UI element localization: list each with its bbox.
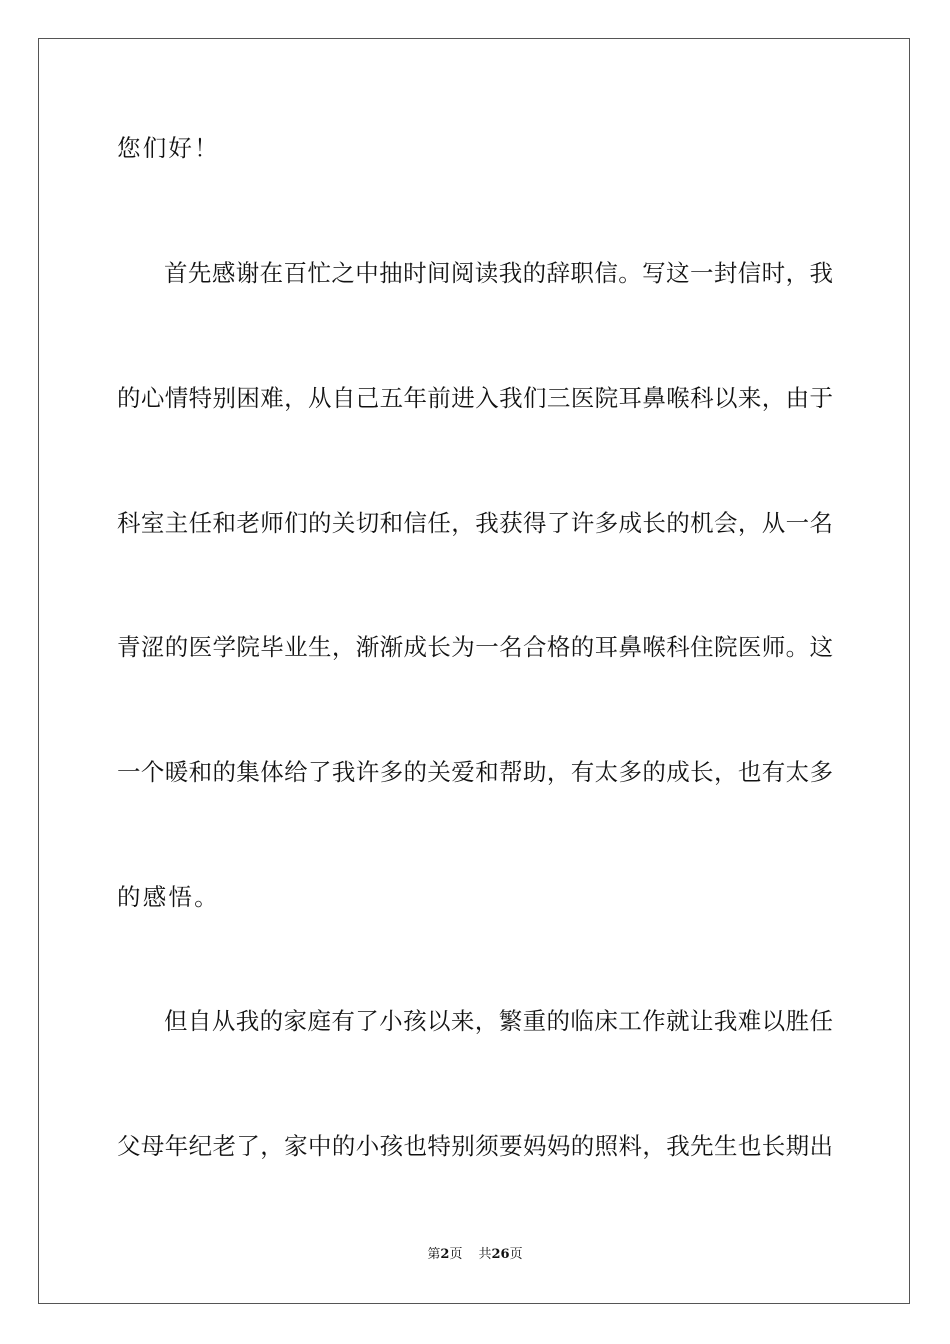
body-line: 首先感谢在百忙之中抽时间阅读我的辞职信。写这一封信时，我 [164, 259, 833, 287]
page-border [38, 38, 910, 1304]
body-line: 的心情特别困难，从自己五年前进入我们三医院耳鼻喉科以来，由于 [117, 384, 833, 412]
footer-page-number: 2 [440, 1247, 450, 1262]
footer-total-pages: 26 [491, 1247, 510, 1262]
footer-page-suffix: 页 [449, 1247, 463, 1262]
body-line: 但自从我的家庭有了小孩以来，繁重的临床工作就让我难以胜任 [164, 1007, 833, 1035]
body-line: 父母年纪老了，家中的小孩也特别须要妈妈的照料，我先生也长期出 [117, 1132, 833, 1160]
page-footer [0, 1246, 950, 1264]
body-line: 青涩的医学院毕业生，渐渐成长为一名合格的耳鼻喉科住院医师。这 [117, 633, 833, 661]
footer-page-prefix: 第 [427, 1247, 441, 1262]
body-line: 一个暖和的集体给了我许多的关爱和帮助，有太多的成长，也有太多 [117, 758, 833, 786]
greeting-line: 您们好！ [117, 134, 220, 162]
body-line: 的感悟。 [117, 883, 220, 911]
body-line: 科室主任和老师们的关切和信任，我获得了许多成长的机会，从一名 [117, 509, 833, 537]
footer-total-suffix: 页 [509, 1247, 523, 1262]
footer-total-prefix: 共 [478, 1247, 492, 1262]
